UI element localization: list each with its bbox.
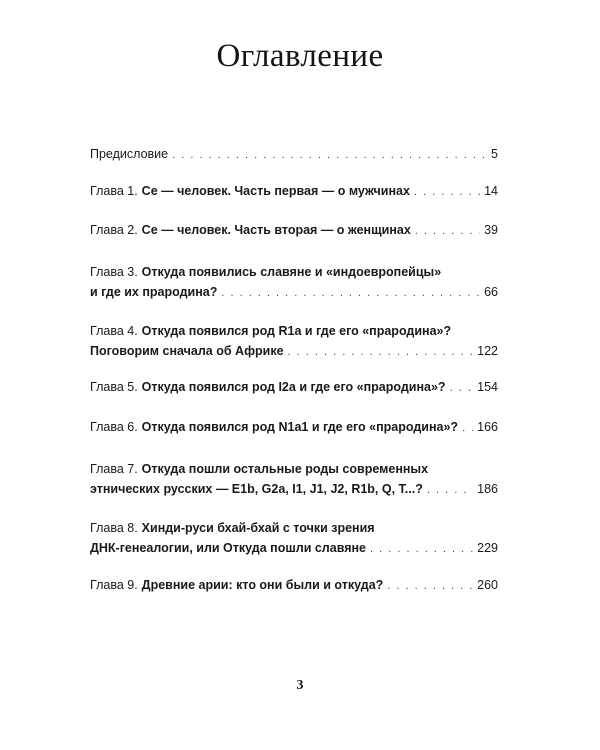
toc-line: [90, 341, 498, 362]
toc-chapter-label: Глава 8.: [90, 521, 138, 535]
dot-leader: [370, 539, 473, 559]
dot-leader: [450, 378, 474, 398]
dot-leader: [221, 283, 480, 303]
toc-entry-title-continued: ДНК-генеалогии, или Откуда пошли славяне: [90, 541, 367, 555]
toc-chapter-label: Глава 7.: [90, 462, 138, 476]
toc-entry-chapter-3[interactable]: [90, 262, 498, 303]
dot-leader: [414, 182, 480, 202]
dot-leader: [462, 418, 473, 438]
toc-page-number: 229: [477, 541, 498, 555]
toc-page-number: 260: [477, 578, 498, 592]
toc-page-number: 154: [477, 380, 498, 394]
dot-leader: [387, 576, 473, 596]
toc-entry-title: Откуда пошли остальные роды современных: [141, 462, 429, 476]
toc-entry-chapter-7[interactable]: [90, 459, 498, 500]
dot-leader: [288, 342, 474, 362]
toc-page-number: 66: [484, 285, 498, 299]
toc-entry-chapter-9[interactable]: [90, 575, 498, 596]
page-number: 3: [296, 678, 304, 693]
toc-entry-chapter-1[interactable]: [90, 181, 498, 202]
toc-entry-title: Се — человек. Часть вторая — о женщинах: [141, 223, 411, 237]
dot-leader: [172, 145, 487, 165]
toc-line: [90, 181, 498, 202]
toc-line: [90, 220, 498, 241]
toc-page-number: 186: [477, 482, 498, 496]
toc-line: [90, 144, 498, 165]
dot-leader: [415, 221, 480, 241]
page-title: Оглавление: [216, 38, 384, 74]
toc-line: [90, 518, 498, 538]
toc-entry-title-continued: Поговорим сначала об Африке: [90, 344, 284, 358]
toc-line: [90, 479, 498, 500]
toc-line: [90, 262, 498, 282]
toc-chapter-label: Глава 9.: [90, 578, 138, 592]
toc-entry-title: Древние арии: кто они были и откуда?: [141, 578, 384, 592]
toc-entry-chapter-5[interactable]: [90, 377, 498, 398]
toc-entry-preface[interactable]: [90, 144, 498, 165]
toc-entry-title: Хинди-руси бхай-бхай с точки зрения: [141, 521, 375, 535]
toc-entry-chapter-8[interactable]: [90, 518, 498, 559]
toc-entry-title-continued: и где их прародина?: [90, 285, 218, 299]
toc-line: [90, 282, 498, 303]
toc-entry-title: Откуда появился род R1a и где его «прародина»?: [141, 324, 452, 338]
toc-chapter-label: Глава 6.: [90, 420, 138, 434]
toc-entry-title-continued: этнических русских — E1b, G2a, I1, J1, J2, R1b, Q, T...?: [90, 482, 423, 496]
toc-entry-title: Откуда появился род N1a1 и где его «прародина»?: [141, 420, 459, 434]
toc-line: [90, 417, 498, 438]
toc-page-number: 39: [484, 223, 498, 237]
toc-entry-title: Се — человек. Часть первая — о мужчинах: [141, 184, 410, 198]
toc-entry-title: Откуда появились славяне и «индоевропейцы»: [141, 265, 442, 279]
toc-chapter-label: Глава 1.: [90, 184, 138, 198]
toc-entry-title: Предисловие: [90, 147, 169, 161]
toc-chapter-label: Глава 5.: [90, 380, 138, 394]
toc-line: [90, 377, 498, 398]
toc-chapter-label: Глава 2.: [90, 223, 138, 237]
toc-entry-chapter-2[interactable]: [90, 220, 498, 241]
toc-page-number: 122: [477, 344, 498, 358]
toc-line: [90, 321, 498, 341]
toc-entry-chapter-6[interactable]: [90, 417, 498, 438]
toc-chapter-label: Глава 3.: [90, 265, 138, 279]
toc-page-number: 14: [484, 184, 498, 198]
dot-leader: [427, 480, 473, 500]
toc-page-number: 166: [477, 420, 498, 434]
toc-entry-chapter-4[interactable]: [90, 321, 498, 362]
toc-page-number: 5: [491, 147, 498, 161]
toc-line: [90, 575, 498, 596]
toc-line: [90, 538, 498, 559]
toc-chapter-label: Глава 4.: [90, 324, 138, 338]
toc-entry-title: Откуда появился род I2a и где его «прародина»?: [141, 380, 446, 394]
toc-line: [90, 459, 498, 479]
